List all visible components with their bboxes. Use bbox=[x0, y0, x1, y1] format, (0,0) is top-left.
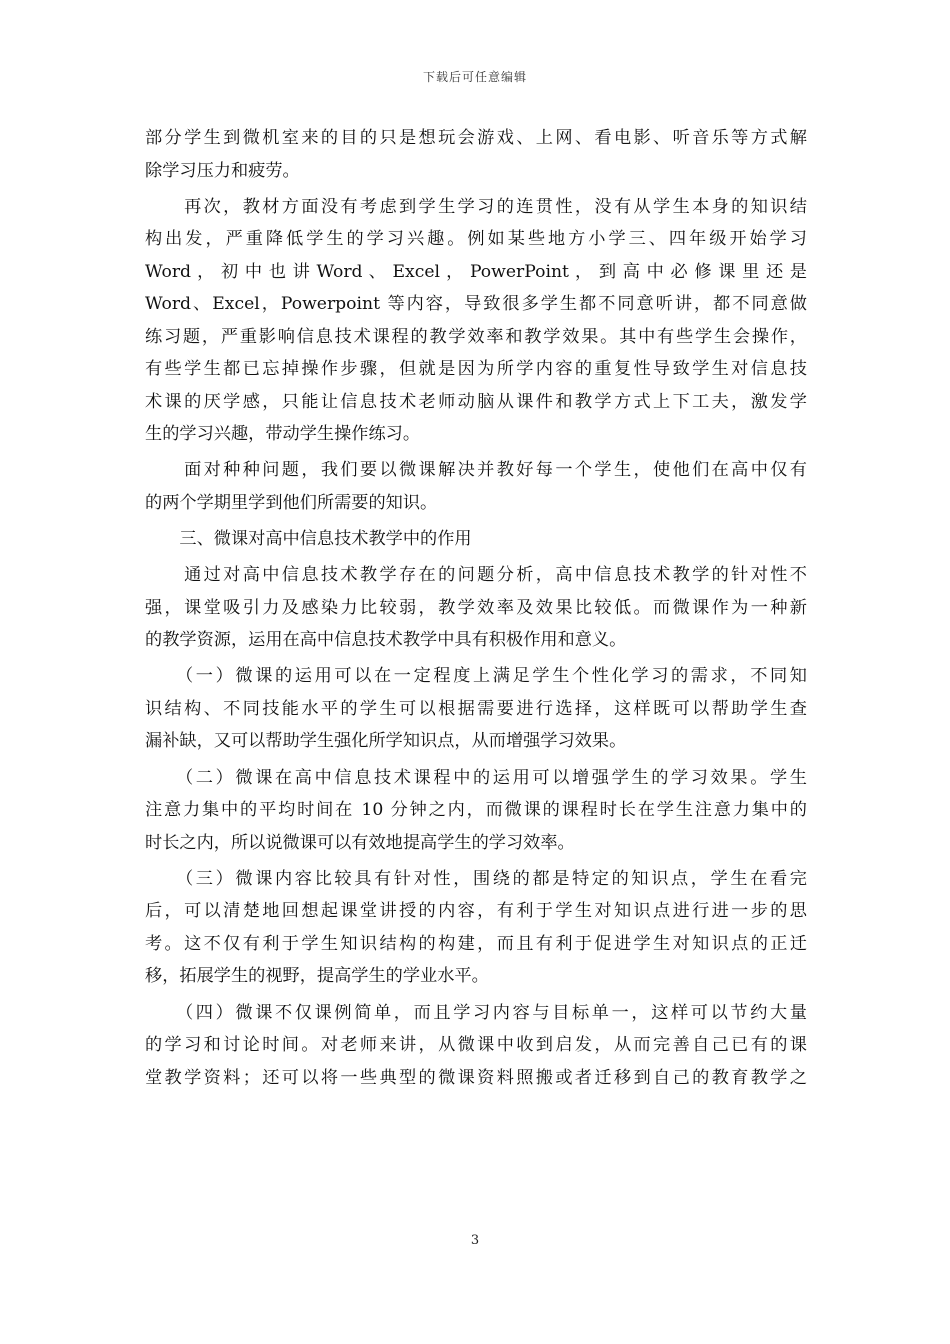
text-line: 有些学生都已忘掉操作步骤，但就是因为所学内容的重复性导致学生对信息技 bbox=[145, 359, 807, 380]
text-line: 后，可以清楚地回想起课堂讲授的内容，有利于学生对知识点进行进一步的思 bbox=[145, 901, 807, 922]
text-line: 三、微课对高中信息技术教学中的作用 bbox=[145, 529, 472, 550]
text-line: 识结构、不同技能水平的学生可以根据需要进行选择，这样既可以帮助学生查 bbox=[145, 698, 807, 719]
text-line: 移，拓展学生的视野，提高学生的学业水平。 bbox=[145, 966, 489, 987]
text-line: 通过对高中信息技术教学存在的问题分析，高中信息技术教学的针对性不 bbox=[145, 565, 807, 586]
text-line: 构出发，严重降低学生的学习兴趣。例如某些地方小学三、四年级开始学习 bbox=[145, 229, 807, 250]
text-line: 强，课堂吸引力及感染力比较弱，教学效率及效果比较低。而微课作为一种新 bbox=[145, 597, 807, 618]
text-line: 生的学习兴趣，带动学生操作练习。 bbox=[145, 424, 421, 445]
text-line: 的两个学期里学到他们所需要的知识。 bbox=[145, 492, 438, 513]
text-line: （二）微课在高中信息技术课程中的运用可以增强学生的学习效果。学生 bbox=[145, 767, 807, 788]
text-line: 除学习压力和疲劳。 bbox=[145, 160, 300, 181]
text-line: 部分学生到微机室来的目的只是想玩会游戏、上网、看电影、听音乐等方式解 bbox=[145, 128, 807, 148]
text-line: 的教学资源，运用在高中信息技术教学中具有积极作用和意义。 bbox=[145, 630, 627, 651]
text-line: Word、Excel，Powerpoint 等内容，导致很多学生都不同意听讲，都不同意做 bbox=[145, 294, 807, 315]
text-line: 堂教学资料；还可以将一些典型的微课资料照搬或者迁移到自己的教育教学之 bbox=[145, 1067, 807, 1088]
text-line: 再次，教材方面没有考虑到学生学习的连贯性，没有从学生本身的知识结 bbox=[145, 196, 807, 217]
page-header: 下载后可任意编辑 bbox=[422, 70, 527, 84]
text-line: 术课的厌学感，只能让信息技术老师动脑从课件和教学方式上下工夫，激发学 bbox=[145, 391, 807, 412]
text-line: （四）微课不仅课例简单，而且学习内容与目标单一，这样可以节约大量 bbox=[145, 1002, 807, 1023]
text-line: （三）微课内容比较具有针对性，围绕的都是特定的知识点，学生在看完 bbox=[145, 868, 807, 889]
text-line: 的学习和讨论时间。对老师来讲，从微课中收到启发，从而完善自己已有的课 bbox=[145, 1035, 807, 1055]
document-body bbox=[145, 122, 807, 1094]
text-line: （一）微课的运用可以在一定程度上满足学生个性化学习的需求，不同知 bbox=[145, 666, 807, 687]
text-line: 面对种种问题，我们要以微课解决并教好每一个学生，使他们在高中仅有 bbox=[145, 460, 807, 481]
text-line: 漏补缺，又可以帮助学生强化所学知识点，从而增强学习效果。 bbox=[145, 731, 627, 752]
text-line: 时长之内，所以说微课可以有效地提高学生的学习效率。 bbox=[145, 832, 575, 853]
text-line: Word ， 初 中 也 讲 Word 、 Excel ， PowerPoint ， 到 高 中 必 修 课 里 还 是 bbox=[145, 261, 807, 282]
text-line: 注意力集中的平均时间在 10 分钟之内，而微课的课程时长在学生注意力集中的 bbox=[145, 800, 807, 821]
page-number: 3 bbox=[470, 1233, 480, 1248]
text-line: 考。这不仅有利于学生知识结构的构建，而且有利于促进学生对知识点的正迁 bbox=[145, 933, 807, 954]
text-line: 练习题，严重影响信息技术课程的教学效率和教学效果。其中有些学生会操作， bbox=[145, 326, 807, 347]
